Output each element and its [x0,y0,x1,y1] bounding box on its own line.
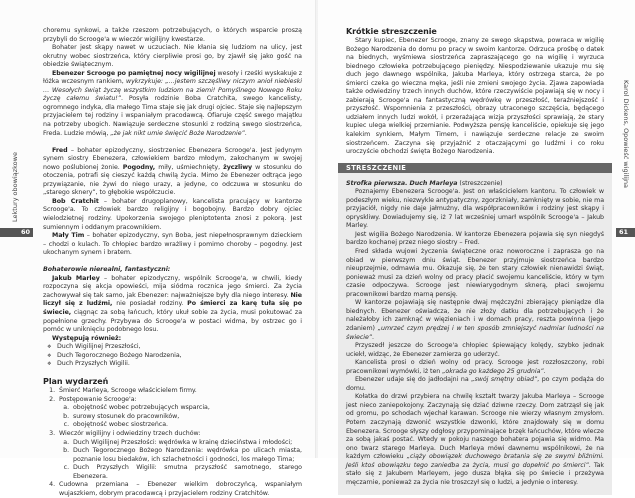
emphasis-text: „swój smętny obiad” [471,376,538,384]
summary-box [338,163,612,496]
paragraph [43,27,302,44]
section-heading: Plan wydarzeń [43,377,109,387]
paragraph [43,275,302,335]
page-number: 61 [616,228,635,237]
summary-paragraph: Stary kupiec, Ebenezer Scrooge, znany ze swego skąpstwa, powraca w wigilię Bożego Narodzenia do domu po pracy w swoim kantorze. Odrzuca prośbę o datek na biednych, wyśmiewa siostrzeńca zapraszającego go na wigilię i wyrzuca biednego człowieka potrzebującego pieniędzy. Niespodziewanie ukazuje mu się duch jego dawnego wspólnika, Jakuba Marleya, który ostrzega starca, że po śmierci czeka go wieczna męka, jeśli nie zmieni swojego życia. Zjawa zapowiada także odwiedziny trzech innych duchów, które rzeczywiście pojawiają się w nocy i zabierają Scrooge'a na fantastyczną wędrówkę w przeszłość, teraźniejszość i przyszłość. Wspomnienia z przeszłości, obrazy utraconego szczęścia, będącego udziałem innych ludzi wokół, i przerażająca wizja przyszłości sprawiają, że stary kupiec ulega wielkiej przemianie. Podwyższa pensję kanceliście, opiekuje się jego kalekim synkiem, Małym Timem, i nawiązuje serdeczne relacje ze swoim siostrzeńcem. Zaczyna się przyjaźnić z otaczającymi go ludźmi i co roku uroczyście obchodzi święta Bożego Narodzenia. [346,37,604,156]
list-item [57,481,302,498]
numbered-list [43,387,302,498]
paragraph [43,70,302,138]
emphasis-text: Bohaterowie nierealni, fantastyczni: [43,266,171,274]
sub-list-item: b. Duch Tegorocznego Bożego Narodzenia: wędrówka po ulicach miasta, poznanie losu biedaków, ich szlachetności i godności, los małego Tima; [71,447,302,464]
list-item: ❖ Duch Tegorocznego Bożego Narodzenia, [57,352,302,361]
emphasis-text: Występują również: [52,334,122,342]
box-content [346,180,604,488]
text-run: . Tak stało się z Jakubem Marleyem, jego dusza błąka się po świecie i przeżywa męczarnie, ponieważ za życia nie troszczył się o ludzi, a jedynie o interesy. [346,461,604,486]
paragraph [43,147,302,198]
emphasis-text: „że jak nikt umie święcić Boże Narodzenie” [110,129,245,137]
paragraph [346,231,604,248]
text-run: ciągnąc za sobą łańcuch, który ukuł sobie za życia, musi pokutować za popełnione grzechy. Przybywa do Scrooge'a w postaci widma, by ostrzec go i pomóc w uniknięciu podobnego losu. [43,308,302,334]
sub-list-item: b. surowy stosunek do pracowników, [71,413,302,422]
emphasis-text: wykrzykuje: „…jestem szczęśliwy niczym anioł niebieski … Wesołych świąt życzę wszystkim ludziom na ziemi! Pomyślnego Nowego Roku życzę całemu światu!” [43,78,302,103]
list-item-text: Cudowna przemiana – Ebenezer wielkim dobroczyńcą, wspaniałym wujaszkiem, dobrym pracodawcą i przyjacielem rodziny Cratchitów. [59,481,302,497]
paragraph [346,299,604,342]
emphasis-text: Strofka pierwsza. Duch Marleya [346,179,458,187]
emphasis-text: „ciąży obowiązek duchowego bratania się ze swymi bliźnimi. Jeśli ktoś obowiązku tego zaniedba za życia, musi go dopełnić po śmierci” [346,453,604,469]
text-run: Kołatka do drzwi przybiera na chwilę kształt twarzy Jakuba Marleya – Scrooge jest nieco zaniepokojony. Zaczynają się dziać dziwne rzeczy. Dom zatrząsł się jak od gromu, po schodach wjechał karawan. Scrooge nie wierzy własnym zmysłom. Potem zaczynają dzwonić wszystkie dzwonki, które znajdowały się w domu Ebenezera. Scrooge słyszy odgłosy przypominające brzęk łańcuchów, które wlecze za sobą jakaś postać. Wtedy w pokoju naszego bohatera pojawia się widmo. Ma ono twarz starego Marleya. Duch Marleya mówi dawnemu wspólnikowi, że na każdym człowieku [346,393,604,461]
list-item [57,430,302,481]
bullet-list [43,343,302,369]
text-run: (streszczenie) [457,179,503,187]
text-run: Bohater jest skąpy nawet w uczuciach. Nie kłania się ludziom na ulicy, jest okrutny wobec siostrzeńca, który cierpliwie prosi go, by zjawił się jako gość na obiedzie świątecznym. [43,44,302,69]
text-run: – bohater epizodyczny, siostrzeniec Ebenezera Scrooge'a. Jest jedynym synem siostry Ebenezera, człowiekiem bardzo młodym, zakochanym w swojej nowo poślubionej żonie. [43,146,302,171]
emphasis-text: Pogodny, [122,163,156,171]
list-item: ❖ Duch Przyszłych Wigilii. [57,360,302,369]
left-page-text [43,27,302,498]
text-run: nie posiadał rodziny. [112,300,188,308]
emphasis-text: Nie liczył się z ludźmi, [43,291,302,308]
sub-list [59,404,302,430]
left-page [0,0,316,497]
text-run: Ebenezer udaje się do jadłodajni na [355,376,472,384]
text-run: Jest wigilia Bożego Narodzenia. W kantorze Ebenezera pojawia się syn niegdyś bardzo kochanej przez niego siostry – Fred. [346,230,604,247]
emphasis-text: Ebenezer Scrooge po pamiętnej nocy wigilijnej [52,69,216,77]
spacer [43,369,302,378]
text-run: Kancelista prosi o dzień wolny od pracy. Scrooge jest rozzłoszczony, robi pracownikowi wymówki, iż ten [346,359,604,375]
emphasis-text: „umrzeć czym prędzej i w ten sposób zmniejszyć nadmiar ludności na świecie” [346,324,604,341]
spacer [43,258,302,267]
sub-list [59,439,302,482]
page-number: 60 [0,228,33,237]
list-item-text: Śmierć Marleya, Scrooge właścicielem firmy. [59,387,197,395]
text-run: wesoły i rześki wyskakuje z łóżka wczesnym rankiem, [43,69,302,86]
paragraph [346,188,604,231]
text-run: Poznajemy Ebenezera Scrooge'a. Jest on właścicielem kantoru. To człowiek w podeszłym wieku, niezwykle antypatyczny, zgorzkniały, zamknięty w sobie, nie ma przyjaciół, nigdy nie daje jałmużny, dla współpracowników i rodziny jest skąpy i opryskliwy. Dowiadujemy się, iż 7 lat wcześniej umarł wspólnik Scrooge'a – Jakub Marley. [346,188,604,230]
sub-list-item: a. Duch Wigilijnej Przeszłości: wędrówka w krainę dzieciństwa i młodości; [71,439,302,448]
emphasis-text: życzliwy [223,163,253,171]
text-run: – bohater epizodyczny, wspólnik Scrooge'a, w chwili, kiedy rozpoczyna się akcja opowieści, mija siódma rocznica jego śmierci. Za życia zachowywał się tak samo, jak Ebenezer: najważniejsze były dla niego interesy. [43,274,302,299]
list-item: ❖ Duch Wigilijnej Przeszłości, [57,343,302,352]
text-run: . [543,367,546,375]
paragraph [43,44,302,70]
right-page [318,0,635,486]
section-heading: Krótkie streszczenie [346,27,437,36]
emphasis-text: Po śmierci za karę tuła się po świecie, [43,300,302,316]
text-run: Przyszedł jeszcze do Scrooge'a chłopiec śpiewający kolędy, szybko jednak uciekł, widząc, że Ebenezer zamierza go uderzyć. [346,342,604,358]
emphasis-text: „okrada go każdego 25 grudnia” [442,367,544,375]
text-run: w stosunku do otoczenia, potrafi się cieszyć każdą chwilą życia. Mimo że Ebenezer odtrąca jego przywiązanie, nie żywi do niego urazy, a jedyne, co odczuwa w stosunku do „starego sknery”, to głębokie współczucie. [43,163,302,197]
right-page-text [346,27,604,495]
paragraph [346,376,604,393]
text-run: Fred składa wujowi życzenia świąteczne oraz noworoczne i zaprasza go na obiad w pierwszym dniu świąt. Ebenezer przyjmuje siostrzeńca bardzo nieuprzejmie, odmawia mu. Okazuje się, że ten stary człowiek nienawidzi świąt, ponieważ musi za dzień wolny od pracy płacić swojemu kanceliście, który w tym czasie odpoczywa. Scrooge jest niewiarygodnym sknerą, płaci swojemu pracownikowi bardzo marną pensję. [346,248,604,298]
section-side-label: Lektury obowiązkowe [11,152,19,222]
text-run: . [372,333,374,341]
paragraph [346,180,604,189]
sub-list-item: c. Duch Przyszłych Wigilii: smutna przyszłość samotnego, starego Ebenezera. [71,464,302,481]
text-run: – bohater epizodyczny, syn Boba, jest niepełnosprawnym dzieckiem – chodzi o kulach. To chłopiec bardzo wrażliwy i pomimo choroby – pogodny. Jest ukochanym synem i bratem. [43,232,303,257]
sub-list-item: c. obojętność wobec siostrzeńca. [71,421,302,430]
text-run: miły, uśmiechnięty, [155,163,224,171]
text-run: – bohater drugoplanowy, kancelista pracujący w kantorze Scrooge'a. To człowiek bardzo religijny i bogobojny. Bardzo dobry ojciec wielodzietnej rodziny. Upokorzenia swojego pleniptotenta znosi z pokorą. Jest sumiennym i oddanym pracownikiem. [43,197,302,231]
paragraph [43,232,302,258]
paragraph [346,248,604,299]
paragraph [43,198,302,232]
emphasis-text: Fred [52,146,68,154]
text-run: . [244,129,247,137]
list-item-text: Postępowanie Scrooge'a: [59,395,137,403]
list-item [57,387,302,396]
sub-list-item: a. obojętność wobec potrzebujących wsparcia, [71,404,302,413]
emphasis-text: Bob Cratchit [52,197,99,205]
paragraph [346,342,604,359]
emphasis-text: Mały Tim [52,232,85,240]
paragraph [346,359,604,376]
text-run: W kantorze pojawiają się następnie dwaj mężczyźni zbierający pieniądze dla biednych. Ebenezer oświadcza, że nie złoży datku dla potrzebujących i że należałoby ich zamknąć w więzieniach i w domach pracy, reszta powinna (jego zdaniem) [346,299,604,332]
paragraph [346,393,604,487]
book-title-side-label: Karol Dickens, Opowieść wigilijna [622,80,630,189]
text-run: , po czym podąża do domu. [346,376,605,392]
text-run: . Posyła rodzinie Boba Cratchita, swego kancelisty, ogromnego indyka, dla małego Tima staje się jak drugi ojciec. Staje się najlepszym przyjacielem tej rodziny i wspaniałym pracodawcą. Ofiaruje część swego majątku na potrzeby ubogich. Nawiązuje serdeczne stosunki z rodziną swego siostrzeńca, Freda. Ludzie mówią, [43,95,302,137]
spacer [43,138,302,147]
emphasis-text: Jakub Marley [52,274,100,282]
text-run: choremu synkowi, a także rzeszom potrzebujących, o których wsparcie proszą przybyli do Scrooge'a w wieczór wigilijny kwestarze. [43,27,302,43]
paragraph [43,266,302,275]
paragraph [43,335,302,344]
list-item [57,396,302,430]
box-title: STRESZCZENIE [338,163,612,173]
list-item-text: Wieczór wigilijny i odwiedziny trzech duchów: [59,430,201,438]
